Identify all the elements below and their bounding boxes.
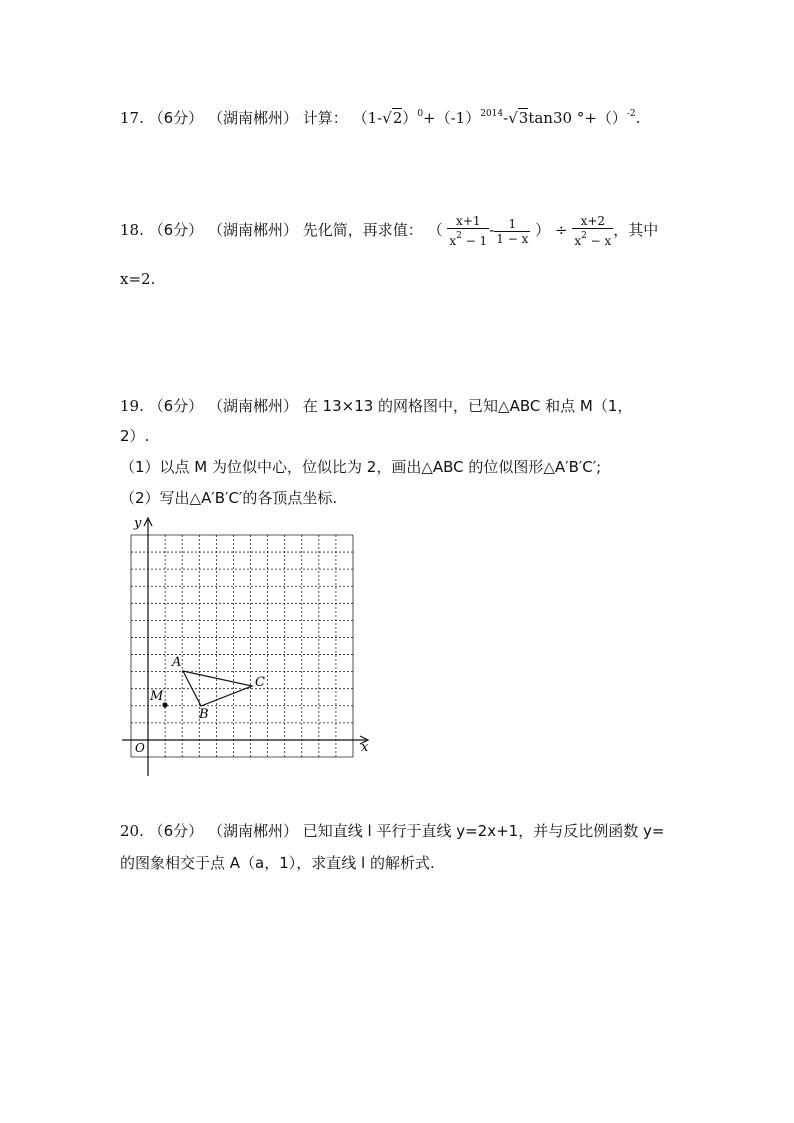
- q17-expr-d: -: [503, 109, 509, 127]
- q17-radicand-b: 3: [518, 109, 529, 127]
- q18-frac3-denominator: $x^2 - x$: [574, 231, 612, 248]
- q19-line1: 在 13×13 的网格图中，已知△ABC 和点 M（1，: [302, 397, 633, 415]
- q18-divide: ÷: [554, 221, 568, 239]
- q17-score: （6分）: [148, 109, 204, 127]
- question-19: [120, 395, 632, 416]
- q19-number: 19.: [120, 397, 144, 415]
- q17-source: （湖南郴州）: [207, 109, 298, 127]
- triangle-abc: [183, 671, 252, 706]
- q17-prefix: 计算：: [302, 109, 348, 127]
- q18-score: （6分）: [148, 221, 204, 239]
- x-axis-label: x: [361, 740, 369, 755]
- q17-exp-c: -2: [626, 109, 636, 119]
- q18-source: （湖南郴州）: [207, 221, 298, 239]
- q18-fraction-3: [572, 214, 613, 248]
- q18-line2: x=2.: [120, 270, 156, 288]
- point-c-label: C: [255, 675, 265, 690]
- q17-expr-b: ）: [402, 109, 418, 127]
- y-axis-label: y: [134, 516, 142, 531]
- q18-fraction-1: [447, 214, 489, 248]
- question-20: [120, 820, 664, 841]
- q20-line2: 的图象相交于点 A（a，1），求直线 l 的解析式.: [120, 854, 435, 872]
- q18-fraction-2: [494, 217, 530, 246]
- q18-prefix: 先化简，再求值：: [302, 221, 423, 239]
- question-17: [120, 107, 640, 128]
- q18-frac3-numerator: x+2: [572, 214, 613, 229]
- q18-frac1-denominator: $x^2 - 1$: [449, 231, 488, 248]
- grid-lines: [131, 535, 353, 757]
- q17-sqrt-symbol-2: √: [508, 109, 518, 127]
- q18-frac2-numerator: 1: [494, 217, 530, 232]
- q17-expr-a: （1-: [352, 109, 383, 127]
- q20-source: （湖南郴州）: [207, 822, 298, 840]
- q17-expr-f: .: [635, 109, 641, 127]
- q18-number: 18.: [120, 221, 144, 239]
- point-m-label: M: [150, 689, 164, 704]
- q20-line1: 已知直线 l 平行于直线 y=2x+1，并与反比例函数 y=: [302, 822, 665, 840]
- q19-part2: （2）写出△A′B′C′的各顶点坐标.: [120, 489, 338, 507]
- q17-sqrt-symbol: √: [382, 109, 392, 127]
- q17-expr-c: +（-1）: [423, 109, 481, 127]
- point-a-label: A: [172, 655, 182, 670]
- question-18: 18. （6分） （湖南郴州） 先化简，再求值： （ $\frac{x+1}{x^2 - 1}$ - $\frac{1}{1 - x}$ ） ÷ $\frac{x+2}{x^2 - x}$ ，其中: [120, 214, 659, 248]
- point-b-label: B: [199, 707, 209, 722]
- q18-suffix: ，其中: [613, 221, 659, 239]
- q18-frac2-denominator: 1 − x: [496, 231, 529, 246]
- q17-radicand-a: 2: [392, 109, 403, 127]
- q18-frac1-numerator: x+1: [447, 214, 489, 229]
- q17-expr-e: tan30 °+（）: [528, 109, 627, 127]
- q20-score: （6分）: [148, 822, 204, 840]
- q19-line2: 2）.: [120, 427, 150, 445]
- origin-label: O: [135, 741, 145, 755]
- q19-part1: （1）以点 M 为位似中心，位似比为 2，画出△ABC 的位似图形△A′B′C′;: [120, 458, 602, 476]
- q19-score: （6分）: [148, 397, 204, 415]
- q17-exp-a: 0: [417, 109, 424, 119]
- q18-open-paren: （: [427, 221, 443, 239]
- q17-exp-b: 2014: [480, 109, 504, 119]
- grid-figure: [115, 512, 375, 777]
- q17-number: 17.: [120, 109, 144, 127]
- q19-source: （湖南郴州）: [207, 397, 298, 415]
- q20-number: 20.: [120, 822, 144, 840]
- q18-close-paren: ）: [535, 221, 551, 239]
